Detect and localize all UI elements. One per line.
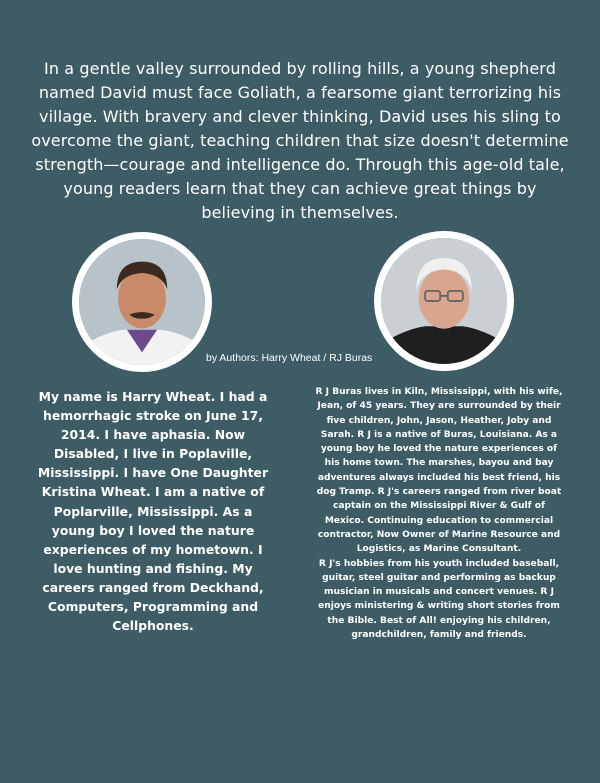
harry-wheat-bio: My name is Harry Wheat. I had a hemorrhagic stroke on June 17, 2014. I have aphasia. Now Disabled, I live in Poplaville, Mississippi. I have One Daughter Kristina Wheat. I am a native of Poplarville, Mississippi. As a young boy I loved the nature experiences of my hometown. I love hunting and fishing. My careers ranged from Deckhand, Computers, Programming and Cellphones. <box>37 389 269 634</box>
book-description: In a gentle valley surrounded by rolling hills, a young shepherd named David must face Goliath, a fearsome giant terrorizing his village. With bravery and clever thinking, David uses his sling to overcome the giant, teaching children that size doesn't determine strength—courage and intelligence do. Through this age-old tale, young readers learn that they can achieve great things by believing in themselves. <box>31 59 569 222</box>
author-byline: by Authors: Harry Wheat / RJ Buras <box>206 352 373 364</box>
portrait-illustration <box>79 239 205 365</box>
author-photo-harry-wheat <box>72 232 212 372</box>
author-photo-rj-buras <box>374 231 514 371</box>
portrait-illustration <box>381 238 507 364</box>
rj-buras-bio-paragraph-1: R J Buras lives in Kiln, Mississippi, with his wife, Jean, of 45 years. They are surrounded by their five children, John, Jason, Heather, Joby and Sarah. R J is a native of Buras, Louisiana. As a young boy he loved the nature experiences of his home town. The marshes, bayou and bay adventures always included his best friend, his dog Tramp. R J's careers ranged from river boat captain on the Mississippi River & Gulf of Mexico. Continuing education to commercial contractor, Now Owner of Marine Resource and Logistics, as Marine Consultant. <box>315 387 563 555</box>
rj-buras-bio-paragraph-2: R J's hobbies from his youth included baseball, guitar, steel guitar and performing as backup musician in musicals and concert venues. R J enjoys ministering & writing short stories from the Bible. Best of All! enjoying his children, grandchildren, family and friends. <box>318 558 560 641</box>
rj-buras-bio <box>314 385 564 642</box>
